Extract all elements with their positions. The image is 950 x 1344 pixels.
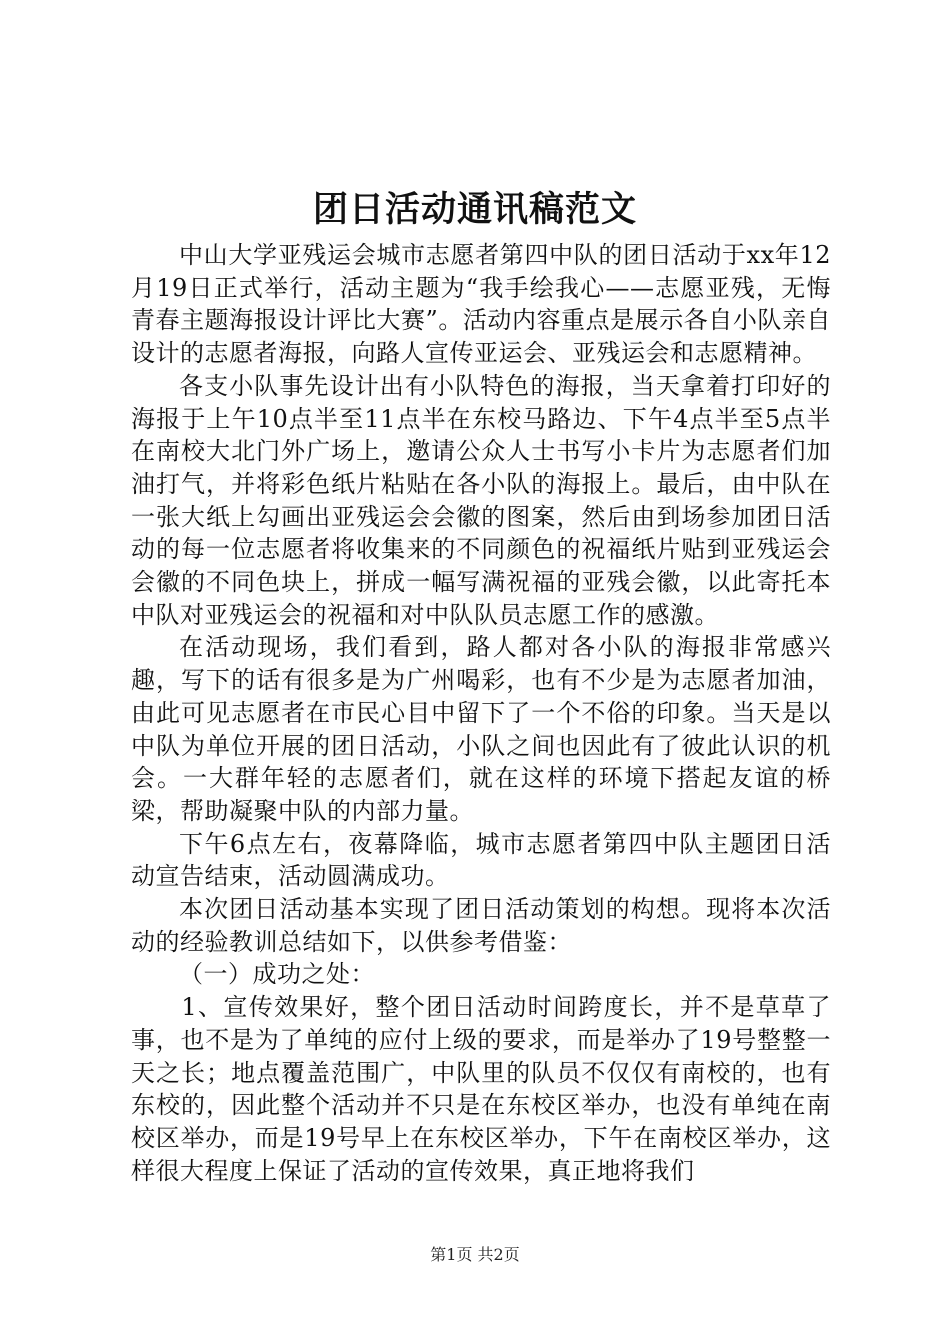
section-heading-successes: （一）成功之处： <box>179 960 375 989</box>
page-footer: 第1页 共2页 <box>430 1245 520 1264</box>
paragraph-summary: 本次团日活动基本实现了团日活动策划的构想。现将本次活动的经验教训总结如下，以供参考借鉴： <box>131 895 831 956</box>
paragraph-activity-details: 各支小队事先设计出有小队特色的海报，当天拿着打印好的海报于上午10点半至11点半在东校马路边、下午4点半至5点半在南校大北门外广场上，邀请公众人士书写小卡片为志愿者们加油打气，并将彩色纸片粘贴在各小队的海报上。最后，由中队在一张大纸上勾画出亚残运会会徽的图案，然后由到场参加团日活动的每一位志愿者将收集来的不同颜色的祝福纸片贴到亚残运会会徽的不同色块上，拼成一幅写满祝福的亚残会徽，以此寄托本中队对亚残运会的祝福和对中队队员志愿工作的感激。 <box>131 371 831 629</box>
paragraph-conclusion: 下午6点左右，夜幕降临，城市志愿者第四中队主题团日活动宣告结束，活动圆满成功。 <box>131 829 831 891</box>
document-body <box>131 239 831 1187</box>
document-title: 团日活动通讯稿范文 <box>312 189 637 230</box>
paragraph-point-1: 1、宣传效果好，整个团日活动时间跨度长，并不是草草了事，也不是为了单纯的应付上级的要求，而是举办了19号整整一天之长；地点覆盖范围广，中队里的队员不仅仅有南校的，也有东校的，因此整个活动并不只是在东校区举办，也没有单纯在南校区举办，而是19号早上在东校区举办，下午在南校区举办，这样很大程度上保证了活动的宣传效果，真正地将我们 <box>131 993 831 1185</box>
paragraph-on-site: 在活动现场，我们看到，路人都对各小队的海报非常感兴趣，写下的话有很多是为广州喝彩，也有不少是为志愿者加油，由此可见志愿者在市民心目中留下了一个不俗的印象。当天是以中队为单位开展的团日活动，小队之间也因此有了彼此认识的机会。一大群年轻的志愿者们，就在这样的环境下搭起友谊的桥梁，帮助凝聚中队的内部力量。 <box>131 633 831 825</box>
paragraph-intro: 中山大学亚残运会城市志愿者第四中队的团日活动于xx年12月19日正式举行，活动主题为“我手绘我心——志愿亚残，无悔青春主题海报设计评比大赛”。活动内容重点是展示各自小队亲自设计的志愿者海报，向路人宣传亚运会、亚残运会和志愿精神。 <box>131 241 831 368</box>
